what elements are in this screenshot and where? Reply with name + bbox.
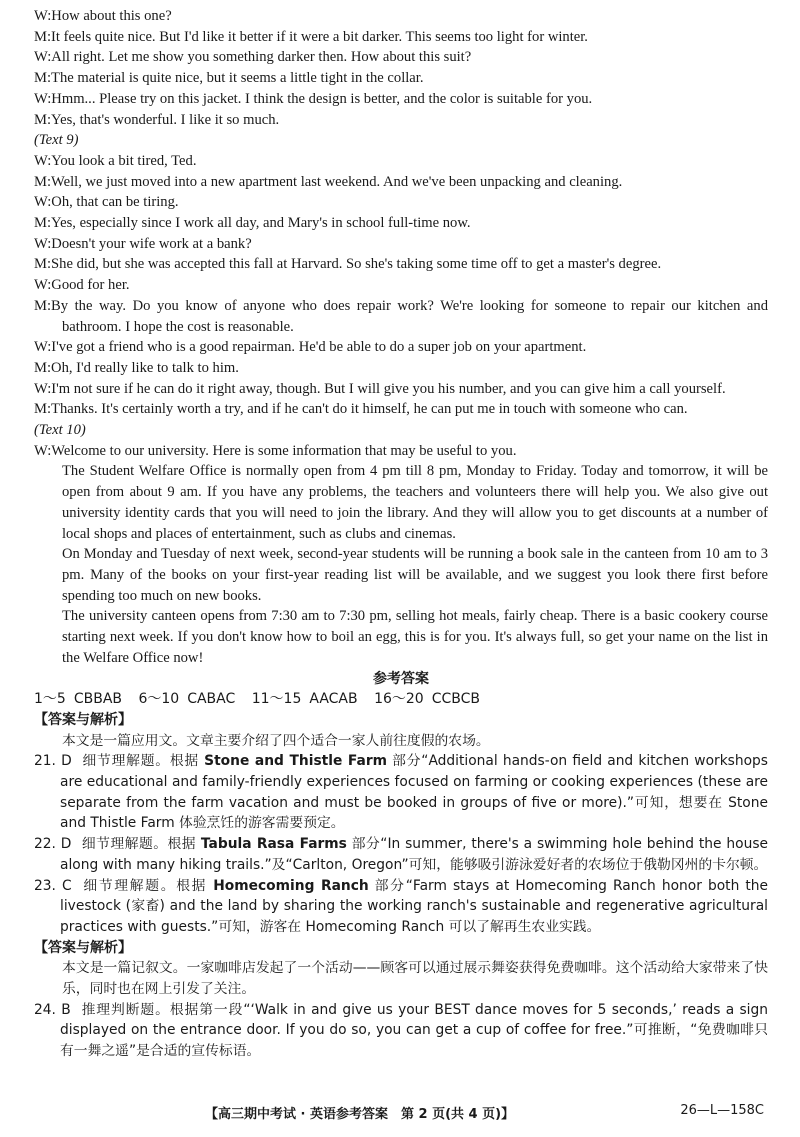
dialogue-line: M:Yes, that's wonderful. I like it so much. (34, 111, 280, 128)
answer-key-row: 1～5 CBBAB 6～10 CABAC 11～15 AACAB 16～20 CCBCB (34, 691, 481, 708)
dialogue-line: W:I've got a friend who is a good repairman. He'd be able to do a super job on your apartment. (34, 339, 587, 356)
dialogue-line: W:I'm not sure if he can do it right away, though. But I will give you his number, and you can give him a call yourself. (34, 380, 726, 397)
dialogue-line: M:By the way. Do you know of anyone who does repair work? We're looking for someone to repair our kitchen and bathroom. I hope the cost is reasonable. (34, 297, 768, 335)
section-header: 【答案与解析】 (34, 939, 132, 956)
monologue-paragraph: On Monday and Tuesday of next week, second-year students will be running a book sale in the canteen from 10 am to 3 pm. Many of the books on your first-year reading list will be available, and we suggest you look there first before spending too much on new books. (62, 546, 768, 604)
dialogue-line: M:She did, but she was accepted this fall at Harvard. So she's taking some time off to get a master's degree. (34, 256, 662, 273)
text10-monologue (34, 441, 768, 669)
dialogue-line: M:Well, we just moved into a new apartment last weekend. And we've been unpacking and cleaning. (34, 173, 623, 190)
dialogue-line: W:You look a bit tired, Ted. (34, 152, 197, 169)
question-number: 23. C (34, 877, 72, 894)
text9-label: (Text 9) (34, 132, 79, 149)
dialogue-continued (34, 6, 768, 130)
page-body (34, 6, 768, 1062)
question-number: 22. D (34, 836, 72, 853)
dialogue-line: M:Yes, especially since I work all day, and Mary's in school full-time now. (34, 215, 471, 232)
dialogue-line: W:Good for her. (34, 277, 130, 294)
answer-heading: 参考答案 (373, 670, 429, 687)
footer-code: 26—L—158C (680, 1103, 764, 1118)
dialogue-line: M:It feels quite nice. But I'd like it better if it were a bit darker. This seems too light for winter. (34, 28, 588, 45)
dialogue-line: W:Oh, that can be tiring. (34, 194, 179, 211)
section-header: 【答案与解析】 (34, 711, 132, 728)
text9-dialogue (34, 151, 768, 420)
dialogue-line: W:All right. Let me show you something darker then. How about this suit? (34, 49, 472, 66)
question-explanation: 21. D 细节理解题。根据 Stone and Thistle Farm 部分“Additional hands-on field and kitchen workshops are educational and family-friendly experiences focused on farming or cooking experiences (these are separate from the farm vacation and must be booked in groups of five or more).”可知，想要在 Stone and Thistle Farm 体验烹饪的游客需要预定。 (34, 753, 768, 832)
question-explanation: 22. D 细节理解题。根据 Tabula Rasa Farms 部分“In summer, there's a swimming hole behind the house along with many hiking trails.”及“Carlton, Oregon”可知，能够吸引游泳爱好者的农场位于俄勒冈州的卡尔顿。 (34, 836, 769, 873)
monologue-paragraph: The Student Welfare Office is normally open from 4 pm till 8 pm, Monday to Friday. Today and tomorrow, it will be open from about 9 am. If you have any problems, the teachers and volunteers there will help you. We also give out university identity cards that you will need to join the library. And they will allow you to get discounts at a number of local shops and places of entertainment, such as clubs and cinemas. (62, 463, 768, 542)
dialogue-line: W:Doesn't your wife work at a bank? (34, 235, 252, 252)
section-intro: 本文是一篇记叙文。一家咖啡店发起了一个活动——顾客可以通过展示舞姿获得免费咖啡。这个活动给大家带来了快乐，同时也在网上引发了关注。 (62, 960, 768, 998)
footer-title: 【高三期中考试 · 英语参考答案 第 2 页(共 4 页)】 (205, 1107, 515, 1122)
text10-label: (Text 10) (34, 422, 86, 439)
dialogue-line: M:The material is quite nice, but it seems a little tight in the collar. (34, 70, 424, 87)
dialogue-line: M:Thanks. It's certainly worth a try, and if he can't do it himself, he can put me in touch with someone who can. (34, 401, 688, 418)
question-number: 24. B (34, 1001, 71, 1018)
question-explanation: 24. B 推理判断题。根据第一段“‘Walk in and give us your BEST dance moves for 5 seconds,’ reads a sign displayed on the entrance door. If you do so, you can get a cup of coffee for free.”可推断，“免费咖啡只有一舞之遥”是合适的宣传标语。 (34, 1001, 768, 1060)
monologue-opening: W:Welcome to our university. Here is some information that may be useful to you. (34, 442, 517, 459)
question-number: 21. D (34, 753, 72, 770)
dialogue-line: W:How about this one? (34, 8, 172, 24)
question-explanation: 23. C 细节理解题。根据 Homecoming Ranch 部分“Farm stays at Homecoming Ranch honor both the livestock (家畜) and the land by sharing the working ranch's sustainable and regenerative agricultural practices with guests.”可知，游客在 Homecoming Ranch 可以了解再生农业实践。 (34, 877, 769, 935)
dialogue-line: M:Oh, I'd really like to talk to him. (34, 359, 239, 376)
section-intro: 本文是一篇应用文。文章主要介绍了四个适合一家人前往度假的农场。 (62, 732, 490, 749)
monologue-paragraph: The university canteen opens from 7:30 am to 7:30 pm, selling hot meals, fairly cheap. There is a basic cookery course starting next week. If you don't know how to boil an egg, this is for you. It's always full, so get your name on the list in the Welfare Office now! (62, 608, 768, 666)
dialogue-line: W:Hmm... Please try on this jacket. I think the design is better, and the color is suitable for you. (34, 90, 593, 107)
